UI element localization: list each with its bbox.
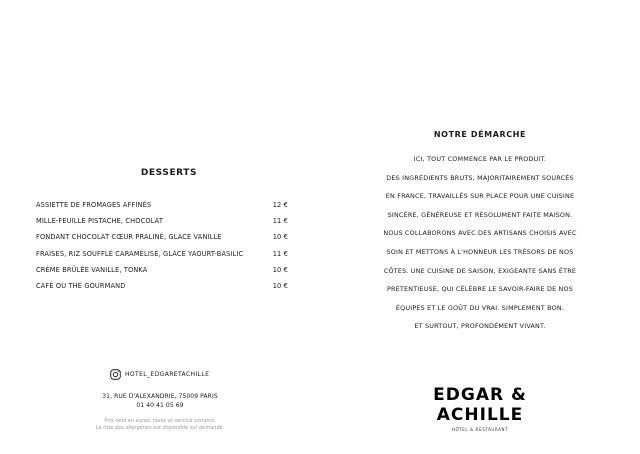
dessert-price: 11 € — [272, 249, 288, 258]
dessert-list — [36, 197, 288, 294]
approach-line: ET SURTOUT, PROFONDÉMENT VIVANT. — [414, 322, 546, 331]
approach-line: SOIN ET METTONS À L'HONNEUR LES TRÉSORS DE NOS — [386, 247, 574, 256]
approach-line: DES INGRÉDIENTS BRUTS, MAJORITAIREMENT SOURCÉS — [386, 173, 574, 182]
dessert-item — [36, 278, 288, 294]
instagram-icon — [110, 369, 121, 380]
desserts-heading: DESSERTS — [140, 168, 198, 178]
dessert-price: 10 € — [272, 282, 288, 291]
dessert-name: FRAISES, RIZ SOUFFLÉ CARAMÉLISÉ, GLACE YAOURT-BASILIC — [36, 249, 244, 258]
dessert-item — [36, 213, 288, 229]
dessert-name: FONDANT CHOCOLAT CŒUR PRALINÉ, GLACE VANILLE — [36, 233, 222, 242]
approach-line: PRÉTENTIEUSE, QUI CÉLÈBRE LE SAVOIR-FAIRE DE NOS — [386, 285, 574, 294]
approach-line: SINCÈRE, GÉNÉREUSE ET RÉSOLUMENT FAITE MAISON. — [387, 210, 573, 219]
instagram-handle: HOTEL_EDGARETACHILLE — [125, 371, 210, 378]
dessert-name: MILLE-FEUILLE PISTACHE, CHOCOLAT — [36, 217, 163, 226]
allergen-note: La liste des allergènes est disponible sur demande. — [95, 425, 225, 431]
approach-line: EN FRANCE, TRAVAILLÉS SUR PLACE POUR UNE CUISINE — [385, 192, 575, 201]
dessert-price: 10 € — [272, 233, 288, 242]
approach-line: CÔTES. UNE CUISINE DE SAISON, EXIGEANTE SANS ÊTRE — [383, 266, 577, 275]
approach-line: NOUS COLLABORONS AVEC DES ARTISANS CHOISIS AVEC — [383, 229, 577, 238]
dessert-name: ASSIETTE DE FROMAGES AFFINÉS — [36, 201, 152, 210]
brand-logo — [400, 385, 560, 432]
dessert-item — [36, 262, 288, 278]
street-address: 31, RUE D'ALEXANDRIE, 75009 PARIS — [102, 393, 218, 400]
dessert-price: 12 € — [272, 201, 288, 210]
approach-text — [360, 152, 600, 338]
address-block — [70, 392, 250, 410]
approach-line: ÉQUIPES ET LE GOÛT DU VRAI. SIMPLEMENT BON. — [395, 303, 565, 312]
dessert-name: CAFÉ OU THÉ GOURMAND — [36, 282, 126, 291]
dessert-item — [36, 197, 288, 213]
instagram-link[interactable] — [110, 369, 209, 380]
approach-heading: NOTRE DÉMARCHE — [433, 130, 527, 139]
price-note: Prix nets en euros, taxes et service compris. — [104, 418, 216, 424]
dessert-item — [36, 229, 288, 245]
dessert-price: 10 € — [272, 265, 288, 274]
dessert-price: 11 € — [272, 217, 288, 226]
dessert-name: CRÈME BRÛLÉE VANILLE, TONKA — [36, 265, 148, 274]
dessert-item — [36, 246, 288, 262]
logo-tagline: HÔTEL & RESTAURANT — [451, 427, 509, 432]
logo-wordmark: EDGAR & ACHILLE — [433, 385, 527, 425]
legal-notes — [60, 418, 260, 432]
phone-number: 01 40 41 05 69 — [136, 402, 184, 409]
approach-line: ICI, TOUT COMMENCE PAR LE PRODUIT. — [413, 155, 547, 163]
